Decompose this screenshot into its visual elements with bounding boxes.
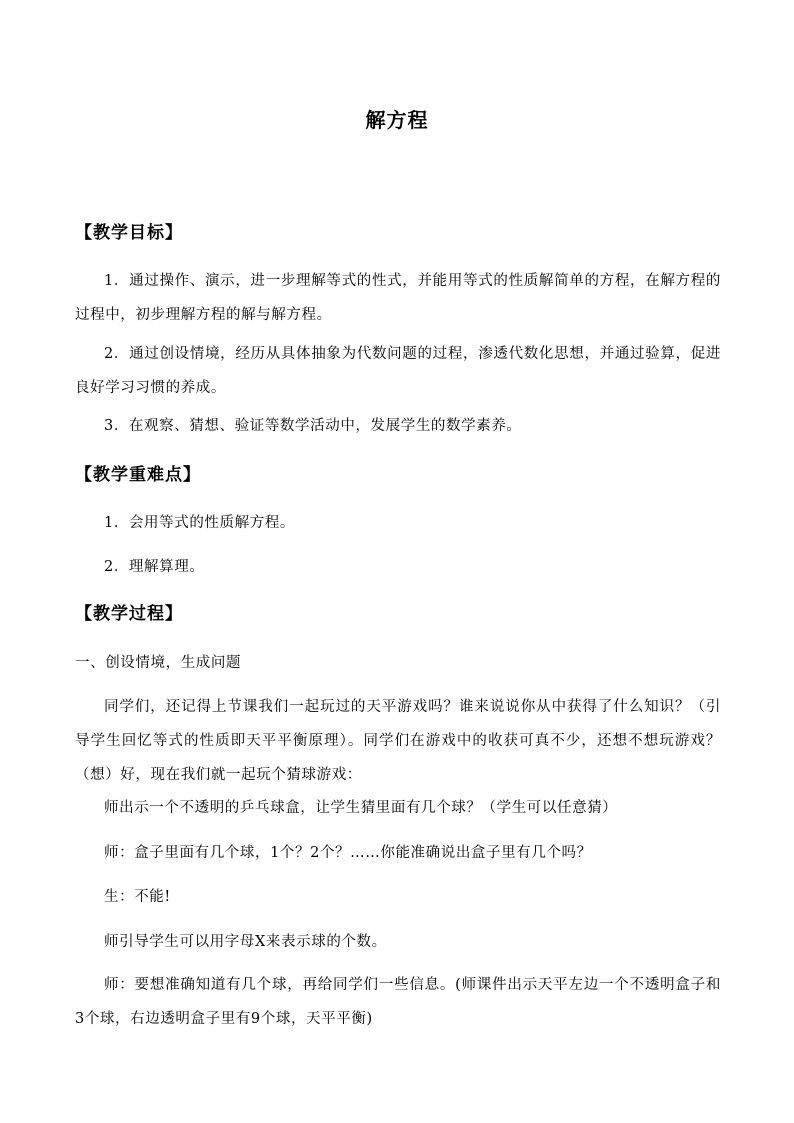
- process-heading: 【教学过程】: [75, 604, 183, 624]
- objective-item-3: 3．在观察、猜想、验证等数学活动中，发展学生的数学素养。: [104, 418, 522, 434]
- process-paragraph-2: 师出示一个不透明的乒乓球盒，让学生猜里面有几个球？（学生可以任意猜）: [104, 800, 618, 816]
- process-paragraph-6: 师：要想准确知道有几个球，再给同学们一些信息。(师课件出示天平左边一个不透明盒子和3个球，右边透明盒子里有9个球，天平平衡): [75, 977, 721, 1027]
- objectives-heading: 【教学目标】: [75, 223, 183, 243]
- process-paragraph-3: 师：盒子里面有几个球，1个？2个？……你能准确说出盒子里有几个吗？: [104, 845, 592, 861]
- process-subheading: 一、创设情境，生成问题: [75, 655, 242, 671]
- objective-item-1: 1．通过操作、演示，进一步理解等式的性式，并能用等式的性质解简单的方程，在解方程的过程中，初步理解方程的解与解方程。: [75, 273, 721, 323]
- key-point-item-2: 2．理解算理。: [104, 559, 205, 575]
- process-paragraph-1: 同学们，还记得上节课我们一起玩过的天平游戏吗？谁来说说你从中获得了什么知识？（引导学生回忆等式的性质即天平平衡原理）。同学们在游戏中的收获可真不少，还想不想玩游戏？（想）好，现在我们就一起玩个猜球游戏：: [75, 699, 721, 783]
- key-point-item-1: 1．会用等式的性质解方程。: [104, 515, 296, 531]
- document-title: 解方程: [365, 108, 429, 132]
- key-points-heading: 【教学重难点】: [75, 465, 201, 485]
- process-paragraph-4: 生：不能!: [104, 889, 171, 905]
- objective-item-2: 2．通过创设情境，经历从具体抽象为代数问题的过程，渗透代数化思想，并通过验算，促进良好学习习惯的养成。: [75, 346, 721, 396]
- process-paragraph-5: 师引导学生可以用字母X来表示球的个数。: [104, 934, 387, 950]
